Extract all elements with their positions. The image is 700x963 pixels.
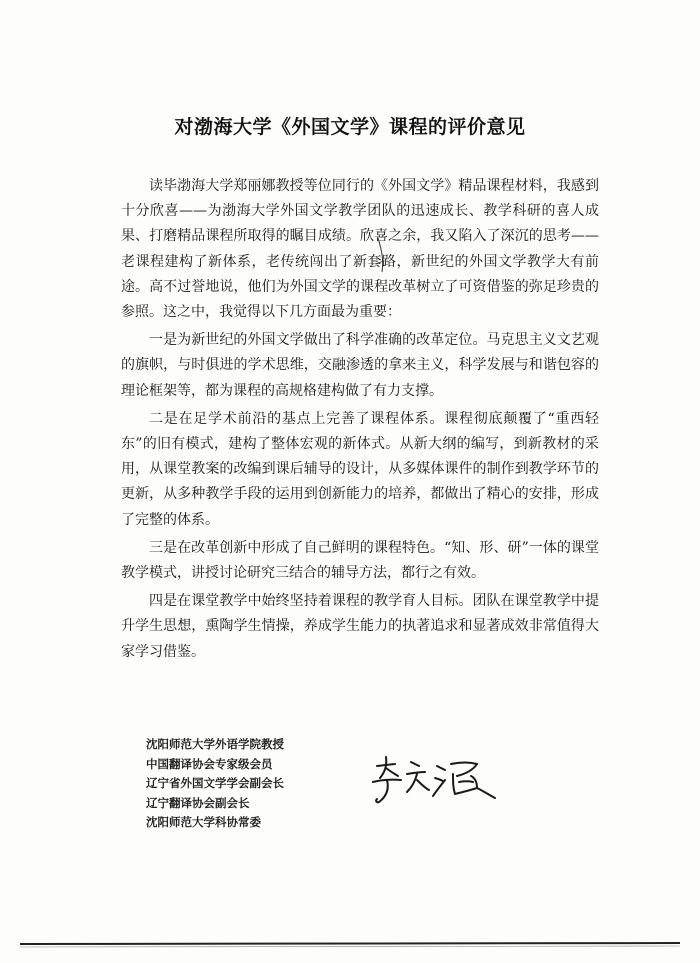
paragraph-point-2: 二是在足学术前沿的基点上完善了课程体系。课程彻底颠覆了“重西轻东”的旧有模式，建构了整体宏观的新体式。从新大纲的编写，到新教材的采用，从课堂教案的改编到课后辅导的设计，从多媒体课件的制作到教学环节的更新，从多种教学手段的运用到创新能力的培养，都做出了精心的安排，形成了完整的体系。: [121, 410, 599, 528]
paragraph-point-1: 一是为新世纪的外国文学做出了科学准确的改革定位。马克思主义文艺观的旗帜，与时俱进的学术思维，交融渗透的拿来主义，科学发展与和谐包容的理论框架等，都为课程的高规格建构做了有力支撑。: [121, 332, 599, 399]
paragraph-point-4: 四是在课堂教学中始终坚持着课程的教学育人目标。团队在课堂教学中提升学生思想，熏陶学生情操，养成学生能力的执著追求和显著成效非常值得大家学习借鉴。: [121, 593, 599, 660]
signatory-title-line: 辽宁翻译协会副会长: [146, 795, 250, 810]
signatory-title-line: 辽宁省外国文学学会副会长: [146, 776, 284, 790]
document-body: [121, 174, 599, 668]
scan-edge-line: [20, 938, 680, 950]
document-title: 对渤海大学《外国文学》课程的评价意见: [174, 116, 526, 138]
paragraph-intro: 读毕渤海大学郑丽娜教授等位同行的《外国文学》精品课程材料，我感到十分欣喜——为渤海大学外国文学教学团队的迅速成长、教学科研的喜人成果、打磨精品课程所取得的瞩目成绩。欣喜之余，我又陷入了深沉的思考——老课程建构了新体系，老传统闯出了新套路，新世纪的外国文学教学大有前途。高不过誉地说，他们为外国文学的课程改革树立了可资借鉴的弥足珍贵的参照。这之中，我觉得以下几方面最为重要：: [121, 178, 599, 321]
handwritten-mark: [372, 234, 402, 274]
signatory-titles: [146, 735, 284, 833]
paragraph-point-3: 三是在改革创新中形成了自己鲜明的课程特色。“知、形、研”一体的课堂教学模式，讲授讨论研究三结合的辅导方法，都行之有效。: [121, 539, 599, 582]
signatory-title-line: 沈阳师范大学外语学院教授: [146, 737, 284, 751]
signatory-title-line: 中国翻译协会专家级会员: [146, 756, 273, 771]
handwritten-signature: [365, 752, 505, 812]
signatory-title-line: 沈阳师范大学科协常委: [146, 815, 261, 829]
